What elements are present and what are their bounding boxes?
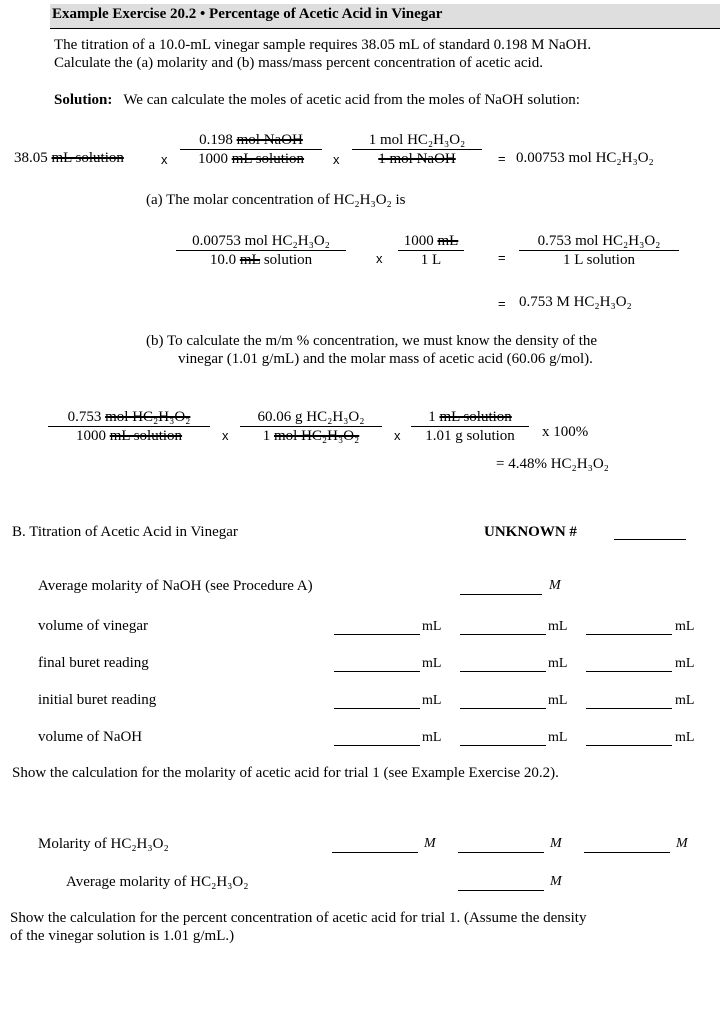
unknown-label: UNKNOWN #	[484, 524, 577, 540]
molarity-trial-2-blank[interactable]	[458, 852, 544, 853]
unit-ml: mL	[548, 693, 568, 708]
trial-3-blank[interactable]	[586, 745, 672, 746]
eq1-result: 0.00753 mol HC₂H₃O₂	[516, 150, 654, 166]
eq1-fraction-1: 0.198 mol NaOH 1000 mL solution	[180, 131, 322, 168]
solution-text: We can calculate the moles of acetic acid from the moles of NaOH solution:	[123, 92, 580, 108]
eq1-start-value: 38.05	[14, 150, 48, 166]
unit-m: M	[424, 836, 436, 851]
trial-2-blank[interactable]	[460, 671, 546, 672]
trial-3-blank[interactable]	[586, 671, 672, 672]
unit-ml: mL	[675, 619, 695, 634]
eq1-times-2: x	[333, 152, 340, 167]
eq3-times-1: x	[222, 428, 229, 443]
trial-2-blank[interactable]	[460, 634, 546, 635]
trial-3-blank[interactable]	[586, 708, 672, 709]
eq1-fraction-2: 1 mol HC₂H₃O₂ 1 mol NaOH	[352, 131, 482, 168]
unit-m: M	[550, 874, 562, 889]
row-label: final buret reading	[38, 655, 149, 671]
unit-ml: mL	[548, 730, 568, 745]
trial-3-blank[interactable]	[586, 634, 672, 635]
unit-ml: mL	[675, 693, 695, 708]
unit-ml: mL	[422, 656, 442, 671]
eq2-equals: =	[498, 250, 506, 265]
unit-m: M	[676, 836, 688, 851]
eq1-times-1: x	[161, 152, 168, 167]
molarity-label: Molarity of HC₂H₃O₂	[38, 836, 169, 852]
unit-ml: mL	[675, 656, 695, 671]
eq3-fraction-3: 1 mL solution 1.01 g solution	[411, 408, 529, 445]
trial-1-blank[interactable]	[334, 671, 420, 672]
eq3-result: = 4.48% HC₂H₃O₂	[496, 456, 609, 472]
example-title: Example Exercise 20.2 • Percentage of Acetic Acid in Vinegar	[52, 6, 443, 22]
problem-line-1: The titration of a 10.0-mL vinegar sample requires 38.05 mL of standard 0.198 M NaOH.	[54, 37, 592, 53]
eq2-fraction-3: 0.753 mol HC₂H₃O₂ 1 L solution	[519, 232, 679, 269]
eq2-equals-2: =	[498, 296, 506, 311]
avg-naoh-unit: M	[549, 578, 561, 593]
unit-m: M	[550, 836, 562, 851]
unit-ml: mL	[548, 619, 568, 634]
unit-ml: mL	[422, 619, 442, 634]
show-calc-percent-line-1: Show the calculation for the percent concentration of acetic acid for trial 1. (Assume the density	[10, 910, 587, 926]
show-calc-molarity: Show the calculation for the molarity of acetic acid for trial 1 (see Example Exercise 20.2).	[12, 765, 559, 781]
unit-ml: mL	[675, 730, 695, 745]
eq1-start	[14, 150, 124, 167]
trial-1-blank[interactable]	[334, 745, 420, 746]
eq1-equals: =	[498, 151, 506, 166]
molarity-trial-3-blank[interactable]	[584, 852, 670, 853]
problem-line-2: Calculate the (a) molarity and (b) mass/mass percent concentration of acetic acid.	[54, 55, 543, 71]
eq3-times-percent: x 100%	[542, 424, 589, 440]
trial-2-blank[interactable]	[460, 745, 546, 746]
trial-1-blank[interactable]	[334, 634, 420, 635]
unknown-number-blank[interactable]	[614, 539, 686, 540]
unit-ml: mL	[422, 730, 442, 745]
part-b-line-1: (b) To calculate the m/m % concentration, we must know the density of the	[146, 333, 598, 349]
unit-ml: mL	[422, 693, 442, 708]
row-label: initial buret reading	[38, 692, 157, 708]
eq2-fraction-1: 0.00753 mol HC₂H₃O₂ 10.0 mL solution	[176, 232, 346, 269]
avg-naoh-blank[interactable]	[460, 594, 542, 595]
show-calc-percent-line-2: of the vinegar solution is 1.01 g/mL.)	[10, 928, 235, 944]
eq3-times-2: x	[394, 428, 401, 443]
molarity-trial-1-blank[interactable]	[332, 852, 418, 853]
avg-molarity-blank[interactable]	[458, 890, 544, 891]
part-a-text: (a) The molar concentration of HC₂H₃O₂ is	[146, 192, 406, 208]
avg-molarity-label: Average molarity of HC₂H₃O₂	[66, 874, 249, 890]
example-header-bar	[50, 4, 720, 29]
unit-ml: mL	[548, 656, 568, 671]
section-b-title: B. Titration of Acetic Acid in Vinegar	[12, 524, 238, 540]
row-label: volume of vinegar	[38, 618, 148, 634]
eq2-result: 0.753 M HC₂H₃O₂	[519, 294, 632, 310]
eq3-fraction-1: 0.753 mol HC₂H₃O₂ 1000 mL solution	[48, 408, 210, 445]
eq1-start-unit: mL solution	[51, 150, 124, 166]
solution-label: Solution:	[54, 92, 113, 108]
solution-line	[54, 92, 580, 109]
eq2-times: x	[376, 251, 383, 266]
row-label: volume of NaOH	[38, 729, 143, 745]
avg-naoh-label: Average molarity of NaOH (see Procedure A)	[38, 578, 313, 594]
eq3-fraction-2: 60.06 g HC₂H₃O₂ 1 mol HC₂H₃O₂	[240, 408, 382, 445]
eq2-fraction-2: $\frac{1000 mL}{1 L}$	[398, 232, 464, 269]
part-b-line-2: vinegar (1.01 g/mL) and the molar mass of acetic acid (60.06 g/mol).	[178, 351, 593, 367]
trial-1-blank[interactable]	[334, 708, 420, 709]
trial-2-blank[interactable]	[460, 708, 546, 709]
